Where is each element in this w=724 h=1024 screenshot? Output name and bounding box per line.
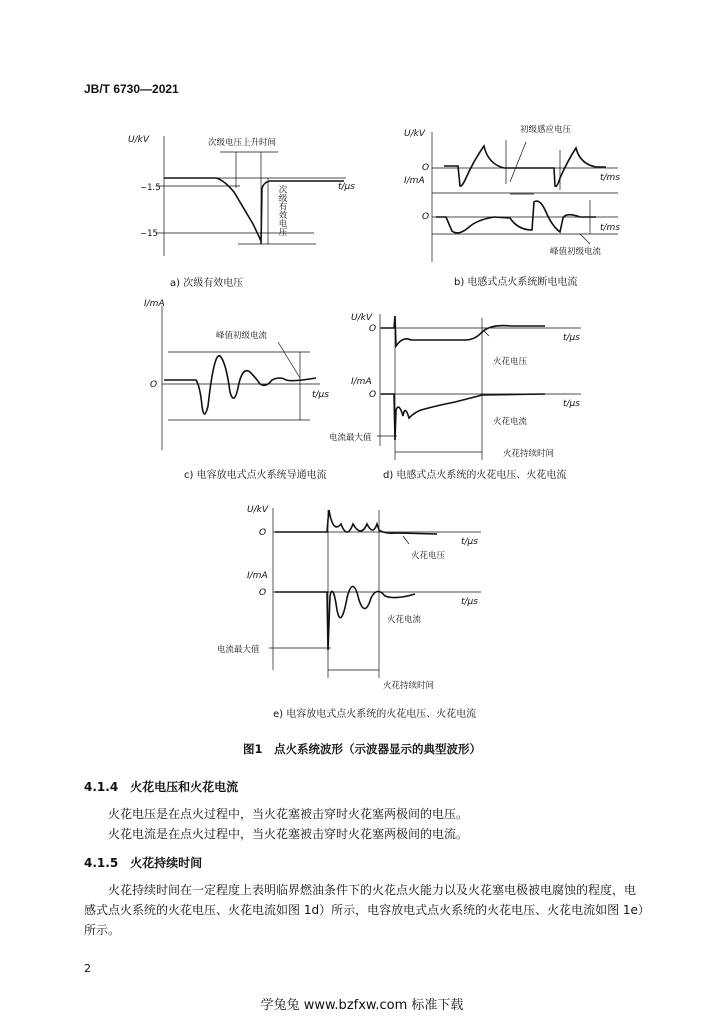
e-caption: e) 电容放电式点火系统的火花电压、火花电流 <box>273 709 477 720</box>
c-caption: c) 电容放电式点火系统导通电流 <box>184 470 327 481</box>
d-caption: d) 电感式点火系统的火花电压、火花电流 <box>383 470 567 481</box>
b-y-axis-top: U/kV <box>404 129 425 139</box>
e-y-axis-bottom: I/mA <box>247 571 268 581</box>
b-origin-top: O <box>422 163 430 173</box>
section-heading-4-1-4: 4.1.4 火花电压和火花电流 <box>84 780 239 794</box>
a-caption: a) 次级有效电压 <box>170 278 244 289</box>
e-label-current: 火花电流 <box>387 615 422 625</box>
c-label-peak: 峰值初级电流 <box>216 331 268 341</box>
d-label-current: 火花电流 <box>493 417 528 427</box>
paragraph: 火花电压是在点火过程中，当火花塞被击穿时火花塞两极间的电压。 <box>108 807 469 821</box>
b-label-induced: 初级感应电压 <box>520 125 572 135</box>
d-origin-bottom: O <box>369 390 377 400</box>
a-label-effective: 次级有效电压 <box>277 185 287 236</box>
d-label-voltage: 火花电压 <box>493 357 528 367</box>
d-label-max: 电流最大值 <box>329 433 372 443</box>
figure-c <box>120 296 335 486</box>
b-origin-bottom: O <box>422 212 430 222</box>
d-origin-top: O <box>369 324 377 334</box>
page-number: 2 <box>84 962 91 975</box>
footer-watermark: 学兔兔 www.bzfxw.com 标准下载 <box>260 998 464 1013</box>
paragraph: 火花电流是在点火过程中，当火花塞被击穿时火花塞两极间的电流。 <box>108 827 469 841</box>
a-y-axis: U/kV <box>128 135 149 145</box>
paragraph: 火花持续时间在一定程度上表明临界燃油条件下的火花点火能力以及火花塞电极被电腐蚀的程度，电感式点火系统的火花电压、火花电流如图 1d）所示，电容放电式点火系统的火花电压、火花电流如图 1e）所示。 <box>84 883 644 937</box>
b-caption: b) 电感式点火系统断电电流 <box>454 277 578 288</box>
d-label-duration: 火花持续时间 <box>503 449 555 459</box>
e-x-axis-bottom: t/μs <box>461 597 478 607</box>
figure-title: 图1 点火系统波形（示波器显示的典型波形） <box>243 742 481 756</box>
e-label-duration: 火花持续时间 <box>383 681 435 691</box>
figure-a <box>120 128 370 293</box>
a-tick-2: −15 <box>140 229 158 239</box>
e-origin-bottom: O <box>259 588 267 598</box>
c-origin: O <box>150 380 158 390</box>
section-heading-4-1-5: 4.1.5 火花持续时间 <box>84 856 203 870</box>
e-label-max: 电流最大值 <box>217 645 260 655</box>
figure-e <box>215 500 515 725</box>
e-origin-top: O <box>259 528 267 538</box>
d-y-axis-bottom: I/mA <box>351 377 372 387</box>
b-x-axis-top: t/ms <box>600 173 621 183</box>
d-x-axis-bottom: t/μs <box>563 399 580 409</box>
d-y-axis-top: U/kV <box>351 313 372 323</box>
document-code: JB/T 6730—2021 <box>84 82 179 96</box>
e-label-voltage: 火花电压 <box>411 551 446 561</box>
d-x-axis-top: t/μs <box>563 333 580 343</box>
a-tick-1: −1.5 <box>140 183 161 193</box>
figure-d <box>325 306 615 486</box>
figure-b <box>400 120 630 292</box>
e-y-axis-top: U/kV <box>247 505 268 515</box>
a-label-rise: 次级电压上升时间 <box>208 138 277 148</box>
a-x-axis: t/μs <box>338 182 355 192</box>
b-y-axis-bottom: I/mA <box>404 176 425 186</box>
b-label-peak: 峰值初级电流 <box>550 247 602 257</box>
b-x-axis-bottom: t/ms <box>600 223 621 233</box>
e-x-axis-top: t/μs <box>461 537 478 547</box>
c-x-axis: t/μs <box>312 390 329 400</box>
c-y-axis: I/mA <box>144 299 165 309</box>
